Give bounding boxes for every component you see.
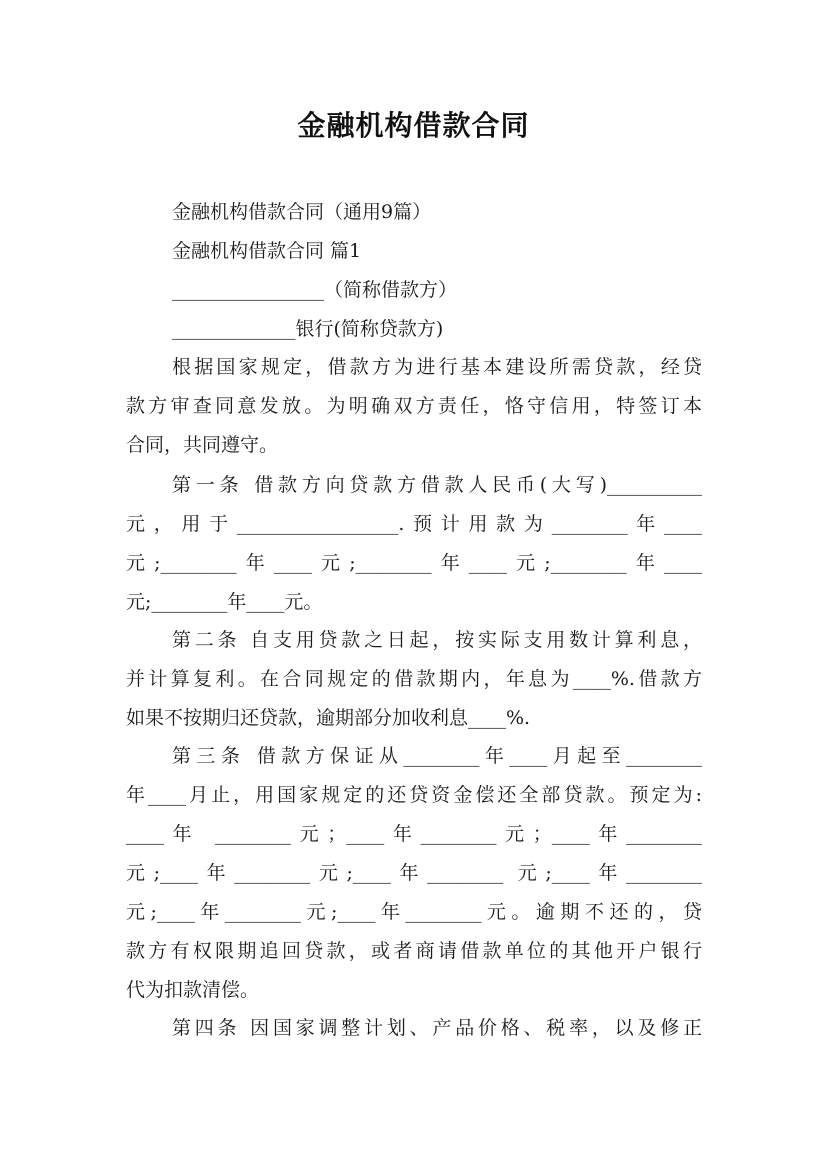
- article-3-line: 款方有权限期追回贷款，或者商请借款单位的其他开户银行: [126, 940, 702, 962]
- article-2-line: 如果不按期归还贷款，逾期部分加收利息____%.: [126, 707, 531, 729]
- article-4-line: 第四条 因国家调整计划、产品价格、税率，以及修正: [172, 1017, 702, 1039]
- article-3-line: ____年 ________元；____年________元；____年________: [126, 823, 702, 845]
- paragraph-line: 合同，共同遵守。: [126, 434, 279, 456]
- document-title: 金融机构借款合同: [297, 109, 530, 142]
- article-2-line: 并计算复利。在合同规定的借款期内，年息为____%.借款方: [126, 668, 702, 690]
- article-3-line: 元;____年________元;____年________ 元;____年________: [126, 862, 702, 884]
- paragraph-line: 根据国家规定，借款方为进行基本建设所需贷款，经贷: [172, 356, 702, 378]
- article-2-line: 第二条 自支用贷款之日起，按实际支用数计算利息，: [172, 629, 702, 651]
- article-3-line: 年____月止，用国家规定的还贷资金偿还全部贷款。预定为:: [126, 784, 702, 806]
- paragraph-line: 款方审查同意发放。为明确双方责任，恪守信用，特签订本: [126, 395, 702, 417]
- article-1-line: 元;________年____元;________年____元;________年____: [126, 552, 702, 574]
- article-1-line: 第一条 借款方向贷款方借款人民币(大写)__________: [172, 474, 702, 496]
- article-3-line: 第三条 借款方保证从________年____月起至________: [172, 745, 702, 767]
- article-3-line: 元;____年________元;____年________元。逾期不还的，贷: [126, 901, 702, 923]
- article-3-line: 代为扣款清偿。: [126, 979, 260, 1001]
- borrower-line: ________________（简称借款方）: [172, 279, 458, 301]
- article-1-line: 元;________年____元。: [126, 591, 323, 613]
- section-heading: 金融机构借款合同 篇1: [172, 240, 362, 262]
- lender-line: _____________银行(简称贷款方): [172, 318, 444, 340]
- subtitle-line: 金融机构借款合同（通用9篇）: [172, 201, 432, 223]
- article-1-line: 元，用于_________________.预计用款为________年____: [126, 513, 702, 535]
